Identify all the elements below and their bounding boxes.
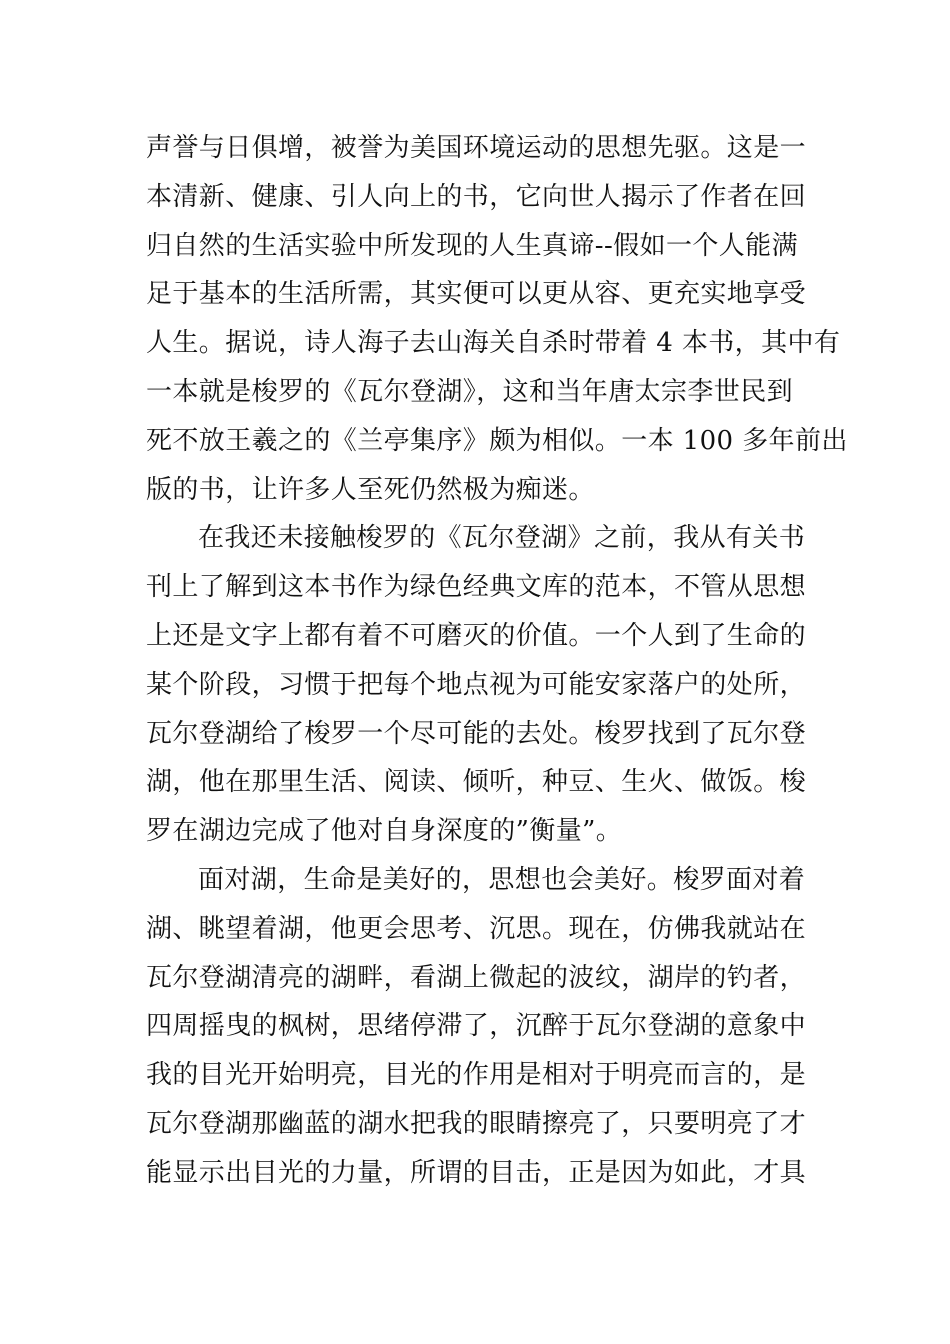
text-line: 本清新、健康、引人向上的书，它向世人揭示了作者在回	[146, 181, 807, 212]
text-line: 瓦尔登湖给了梭罗一个尽可能的去处。梭罗找到了瓦尔登	[146, 718, 807, 749]
text-line: 一本就是梭罗的《瓦尔登湖》，这和当年唐太宗李世民到	[146, 376, 794, 407]
text-line: 罗在湖边完成了他对自身深度的”衡量”。	[146, 816, 623, 847]
paragraph-start-line: 面对湖，生命是美好的，思想也会美好。梭罗面对着	[198, 864, 806, 895]
text-line: 版的书，让许多人至死仍然极为痴迷。	[146, 474, 595, 505]
text-line: 归自然的生活实验中所发现的人生真谛--假如一个人能满	[146, 230, 798, 261]
text-line: 瓦尔登湖清亮的湖畔，看湖上微起的波纹，湖岸的钓者，	[146, 962, 807, 993]
text-line: 上还是文字上都有着不可磨灭的价值。一个人到了生命的	[146, 620, 807, 651]
text-line: 死不放王羲之的《兰亭集序》颇为相似。一本 100 多年前出	[146, 425, 848, 456]
document-body	[146, 124, 848, 1198]
text-line: 刊上了解到这本书作为绿色经典文库的范本，不管从思想	[146, 572, 807, 603]
text-line: 某个阶段，习惯于把每个地点视为可能安家落户的处所，	[146, 669, 807, 700]
text-line: 湖，他在那里生活、阅读、倾听，种豆、生火、做饭。梭	[146, 767, 807, 798]
paragraph-start-line: 在我还未接触梭罗的《瓦尔登湖》之前，我从有关书	[198, 523, 806, 554]
text-line: 足于基本的生活所需，其实便可以更从容、更充实地享受	[146, 279, 807, 310]
text-line: 我的目光开始明亮，目光的作用是相对于明亮而言的，是	[146, 1060, 807, 1091]
text-line: 人生。据说，诗人海子去山海关自杀时带着 4 本书，其中有	[146, 328, 841, 359]
text-line: 瓦尔登湖那幽蓝的湖水把我的眼睛擦亮了，只要明亮了才	[146, 1108, 807, 1139]
text-line: 四周摇曳的枫树，思绪停滞了，沉醉于瓦尔登湖的意象中	[146, 1011, 807, 1042]
text-line: 声誉与日俱增，被誉为美国环境运动的思想先驱。这是一	[146, 133, 807, 163]
text-line: 能显示出目光的力量，所谓的目击，正是因为如此，才具	[146, 1157, 807, 1188]
text-line: 湖、眺望着湖，他更会思考、沉思。现在，仿佛我就站在	[146, 913, 807, 944]
